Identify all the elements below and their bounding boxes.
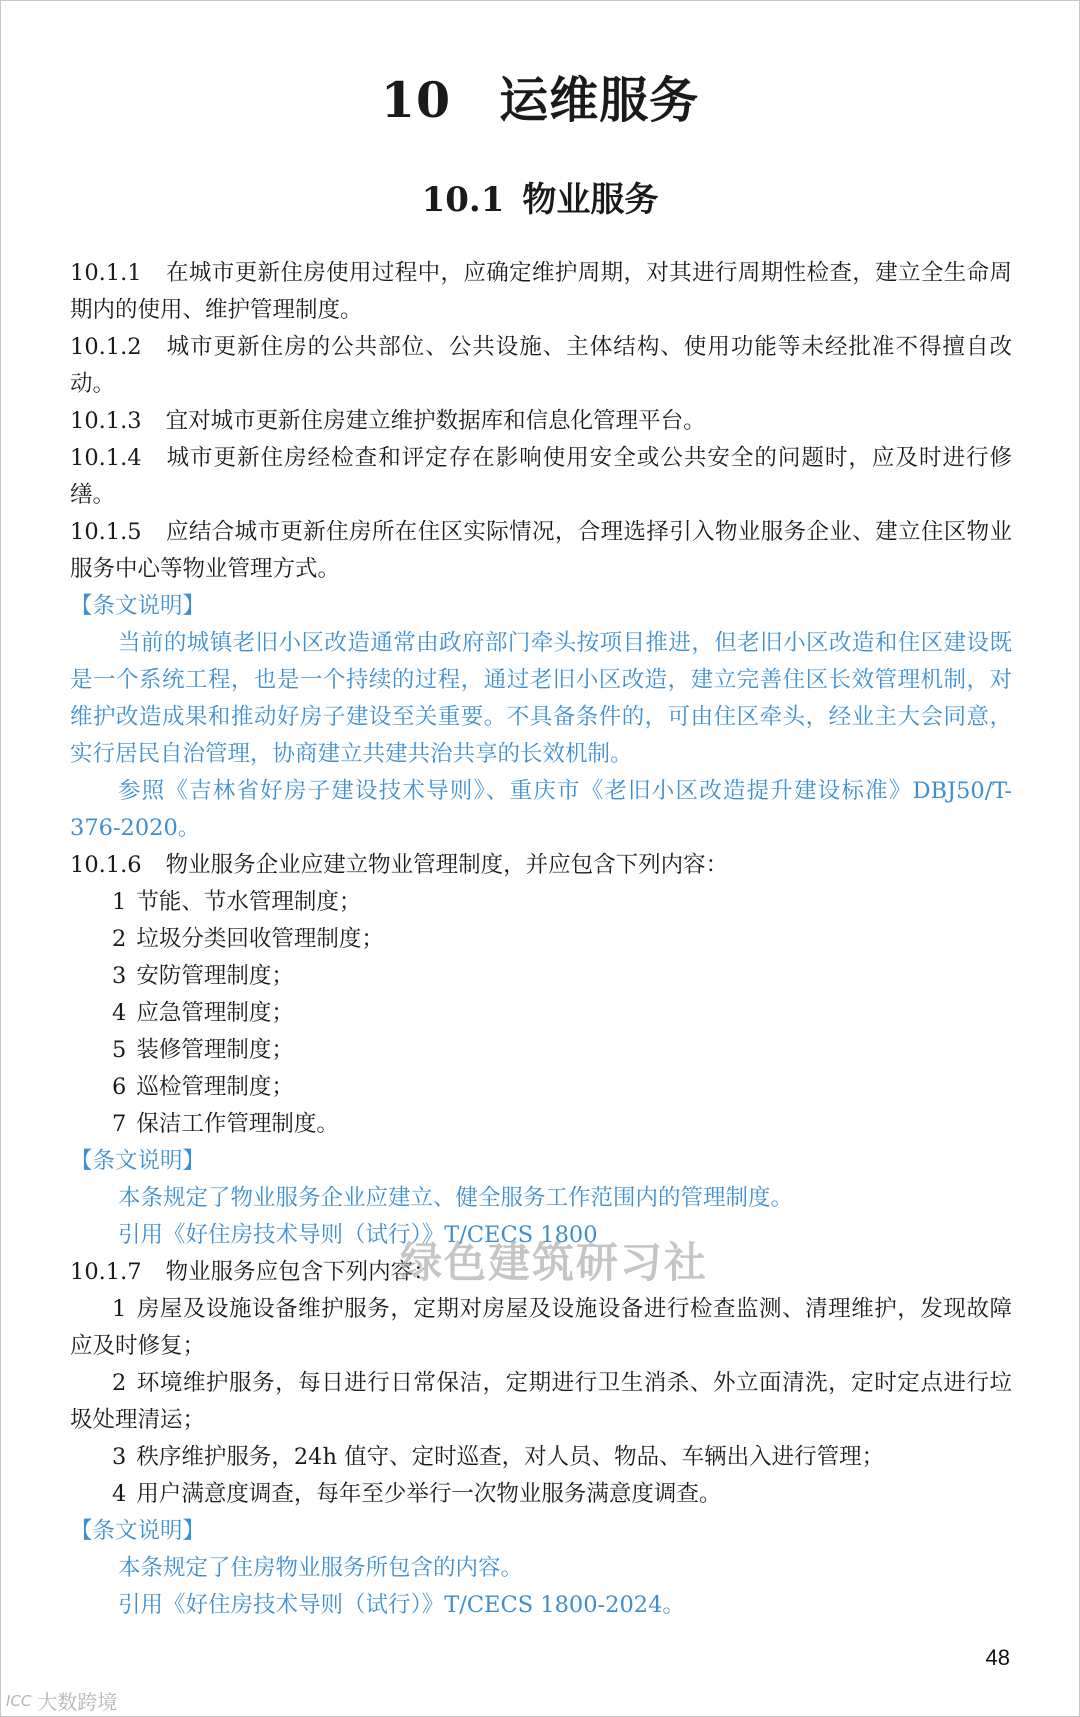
document-body xyxy=(70,255,1012,1624)
clause-10-1-1 xyxy=(70,255,1012,329)
list-item-number: 6 xyxy=(112,1074,127,1100)
clause-10-1-6 xyxy=(70,847,1012,884)
page-number: 48 xyxy=(985,1645,1010,1670)
clause-code: 10.1.5 xyxy=(70,519,142,545)
section-title xyxy=(0,172,1080,221)
list-item xyxy=(70,1439,1012,1476)
clause-text: 物业服务企业应建立物业管理制度，并应包含下列内容： xyxy=(165,852,729,878)
list-item xyxy=(70,921,1012,958)
clause-code: 10.1.2 xyxy=(70,334,142,360)
list-item xyxy=(70,1106,1012,1143)
list-item xyxy=(70,1365,1012,1439)
clause-text: 城市更新住房的公共部位、公共设施、主体结构、使用功能等未经批准不得擅自改动。 xyxy=(70,334,1012,397)
list-item-number: 5 xyxy=(112,1037,127,1063)
list-item xyxy=(70,1291,1012,1365)
note-paragraph: 当前的城镇老旧小区改造通常由政府部门牵头按项目推进，但老旧小区改造和住区建设既是一个系统工程，也是一个持续的过程，通过老旧小区改造，建立完善住区长效管理机制，对维护改造成果和推动好房子建设至关重要。不具备条件的，可由住区牵头，经业主大会同意，实行居民自治管理，协商建立共建共治共享的长效机制。 xyxy=(70,630,1012,767)
list-item-number: 3 xyxy=(112,1444,127,1470)
list-item-text: 垃圾分类回收管理制度； xyxy=(136,926,384,952)
note-paragraph: 引用《好住房技术导则（试行）》T/CECS 1800-2024。 xyxy=(118,1592,685,1618)
logo-mark-icon: ICC xyxy=(6,1691,32,1710)
note-heading: 【条文说明】 xyxy=(70,1148,206,1174)
clause-code: 10.1.7 xyxy=(70,1259,142,1285)
list-item-text: 保洁工作管理制度。 xyxy=(136,1111,339,1137)
clause-10-1-5 xyxy=(70,514,1012,588)
clause-code: 10.1.3 xyxy=(70,408,142,434)
list-item-number: 1 xyxy=(112,1296,127,1322)
note-paragraph: 引用《好住房技术导则（试行）》T/CECS 1800 xyxy=(118,1222,598,1248)
list-item xyxy=(70,1069,1012,1106)
clause-10-1-4 xyxy=(70,440,1012,514)
clause-text: 应结合城市更新住房所在住区实际情况，合理选择引入物业服务企业、建立住区物业服务中心等物业管理方式。 xyxy=(70,519,1012,582)
list-item-text: 安防管理制度； xyxy=(136,963,294,989)
clause-text: 在城市更新住房使用过程中，应确定维护周期，对其进行周期性检查，建立全生命周期内的使用、维护管理制度。 xyxy=(70,260,1012,323)
watermark: 绿色建筑研习社 xyxy=(400,1238,709,1287)
list-item-number: 2 xyxy=(112,926,127,952)
list-item-text: 秩序维护服务，24h 值守、定时巡查，对人员、物品、车辆出入进行管理； xyxy=(136,1444,885,1470)
clause-code: 10.1.1 xyxy=(70,260,142,286)
clause-text: 物业服务应包含下列内容： xyxy=(165,1259,436,1285)
list-item xyxy=(70,958,1012,995)
list-item-number: 2 xyxy=(112,1370,127,1396)
note-heading: 【条文说明】 xyxy=(70,1518,206,1544)
list-item-text: 巡检管理制度； xyxy=(136,1074,294,1100)
note-paragraph: 本条规定了物业服务企业应建立、健全服务工作范围内的管理制度。 xyxy=(118,1185,794,1211)
list-item xyxy=(70,995,1012,1032)
list-item-text: 环境维护服务，每日进行日常保洁，定期进行卫生消杀、外立面清洗，定时定点进行垃圾处理清运； xyxy=(70,1370,1012,1433)
note-paragraph: 本条规定了住房物业服务所包含的内容。 xyxy=(118,1555,524,1581)
section-number: 10.1 xyxy=(421,180,505,220)
list-item-text: 用户满意度调查，每年至少举行一次物业服务满意度调查。 xyxy=(136,1481,722,1507)
list-item xyxy=(70,1476,1012,1513)
clause-text: 城市更新住房经检查和评定存在影响使用安全或公共安全的问题时，应及时进行修缮。 xyxy=(70,445,1012,508)
chapter-number: 10 xyxy=(380,71,452,129)
list-item-number: 4 xyxy=(112,1000,127,1026)
list-item-text: 装修管理制度； xyxy=(136,1037,294,1063)
list-item-text: 节能、节水管理制度； xyxy=(136,889,362,915)
chapter-title-text: 运维服务 xyxy=(499,71,700,129)
list-item xyxy=(70,1032,1012,1069)
section-title-text: 物业服务 xyxy=(522,180,659,220)
note-heading: 【条文说明】 xyxy=(70,593,206,619)
list-item-number: 7 xyxy=(112,1111,127,1137)
corner-logo xyxy=(6,1686,117,1715)
list-item-number: 4 xyxy=(112,1481,127,1507)
clause-text: 宜对城市更新住房建立维护数据库和信息化管理平台。 xyxy=(165,408,706,434)
list-item-number: 3 xyxy=(112,963,127,989)
logo-text: 大数跨境 xyxy=(37,1690,118,1714)
note-paragraph: 参照《吉林省好房子建设技术导则》、重庆市《老旧小区改造提升建设标准》DBJ50/T-376-2020。 xyxy=(70,778,1012,841)
list-item-number: 1 xyxy=(112,889,127,915)
clause-10-1-2 xyxy=(70,329,1012,403)
list-item-text: 应急管理制度； xyxy=(136,1000,294,1026)
list-item xyxy=(70,884,1012,921)
list-item-text: 房屋及设施设备维护服务，定期对房屋及设施设备进行检查监测、清理维护，发现故障应及时修复； xyxy=(70,1296,1012,1359)
clause-code: 10.1.4 xyxy=(70,445,142,471)
chapter-title xyxy=(0,62,1080,132)
clause-code: 10.1.6 xyxy=(70,852,142,878)
clause-10-1-3 xyxy=(70,403,1012,440)
